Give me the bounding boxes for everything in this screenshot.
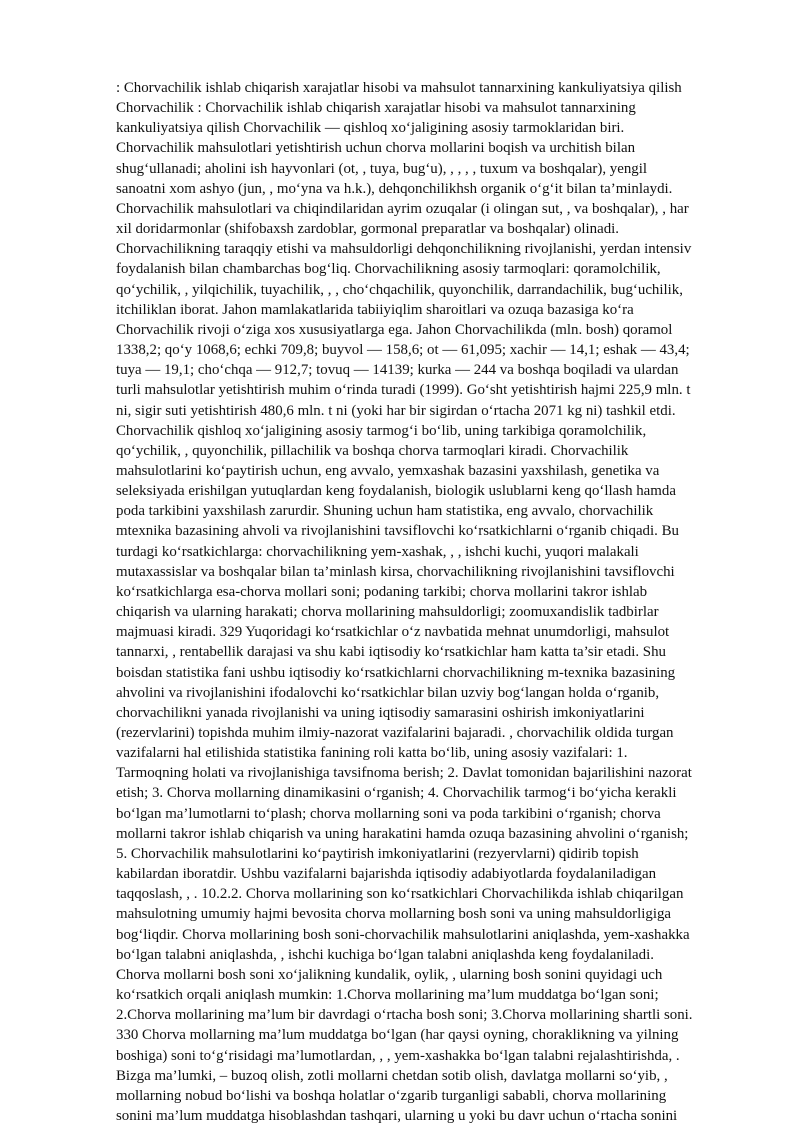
text-line: Chorvachilik mahsulotlari va chiqindilaridan ayrim ozuqalar (i olingan sut, , va boshqalar), , har: [116, 200, 689, 217]
text-line: qo‘ychilik, , yilqichilik, tuyachilik, , , cho‘chqachilik, quyonchilik, darrandachilik, bug‘uchilik,: [116, 281, 683, 298]
text-line: taqqoslash, , . 10.2.2. Chorva mollarining son ko‘rsatkichlari Chorvachilikda ishlab chiqarilgan: [116, 886, 684, 903]
text-line: tuya — 19,1; cho‘chqa — 912,7; tovuq — 14139; kurka — 244 va boshqa boqiladi va ulardan: [116, 362, 679, 379]
text-line: turdagi ko‘rsatkichlarga: chorvachilikning yem-xashak, , , ishchi kuchi, yuqori malakali: [116, 543, 639, 560]
text-line: vazifalarni hal etilishida statistika fanining roli katta bo‘lib, uning asosiy vazifalari: 1.: [116, 745, 628, 762]
text-line: sonini ma’lum muddatga hisoblashdan tashqari, ularning u yoki bu davr uchun o‘rtacha sonini: [116, 1107, 678, 1124]
text-line: ni, sigir suti yetishtirish 480,6 mln. t ni (yoki har bir sigirdan o‘rtacha 2071 kg ni) tashkil etdi.: [116, 402, 676, 419]
text-line: kabilardan iboratdir. Ushbu vazifalarni bajarishda iqtisodiy adabiyotlarda foydalaniladigan: [116, 866, 657, 883]
text-line: poda tarkibini yaxshilash zarurdir. Shuning uchun ham statistika, eng avvalo, chorvachilik: [116, 503, 654, 520]
text-line: Chorvachilik qishloq xo‘jaligining asosiy tarmog‘i bo‘lib, uning tarkibiga qoramolchilik,: [116, 422, 647, 439]
text-line: Chorvachilik mahsulotlari yetishtirish uchun chorva mollarini boqish va urchitish bilan: [116, 140, 636, 157]
text-line: kankuliyatsiya qilish Chorvachilik — qishloq xo‘jaligining asosiy tarmoklaridan biri.: [116, 120, 625, 137]
text-line: Bizga ma’lumki, – buzoq olish, zotli mollarni chetdan sotib olish, davlatga mollarni so‘yib, ,: [116, 1067, 668, 1084]
text-line: Chorvachilik rivoji o‘ziga xos xususiyatlarga ega. Jahon Chorvachilikda (mln. bosh) qoramol: [116, 321, 673, 338]
text-line: mollarni takror ishlab chiqarish va uning harakatini hamda ozuqa bazasining ahvolini o‘rganish;: [116, 825, 689, 842]
text-line: mahsulotlarini ko‘paytirish uchun, eng avvalo, yemxashak bazasini yaxshilash, genetika va: [116, 462, 660, 479]
text-line: bog‘liqdir. Chorva mollarining bosh soni-chorvachilik mahsulotlarini aniqlashda, yem-xashakka: [116, 926, 690, 943]
text-line: 330 Chorva mollarning ma’lum muddatga bo‘lgan (har qaysi oyning, choraklikning va yilning: [116, 1027, 679, 1044]
text-line: mollarning nobud bo‘lishi va boshqa holatlar o‘zgarib turganligi sababli, chorva mollarining: [116, 1087, 667, 1104]
text-line: 2.Chorva mollarining ma’lum bir davrdagi o‘rtacha bosh soni; 3.Chorva mollarining shartli soni.: [116, 1007, 693, 1024]
text-line: sanoatni xom ashyo (jun, , mo‘yna va h.k.), dehqonchilikhsh organik o‘g‘it bilan ta’minlaydi.: [116, 180, 673, 197]
text-line: turli mahsulotlar yetishtirish muhim o‘rinda turadi (1999). Go‘sht yetishtirish hajmi 225,9 mln. t: [116, 382, 691, 399]
text-line: bo‘lgan ma’lumotlarni to‘plash; chorva mollarning soni va poda tarkibini o‘rganish; chorva: [116, 805, 661, 822]
text-line: chiqarish va ularning harakati; chorva mollarining mahsuldorligi; zoomuxandislik tadbirlar: [116, 604, 659, 621]
text-line: mahsulotning umumiy hajmi bevosita chorva mollarning bosh soni va uning mahsuldorligiga: [116, 906, 672, 923]
text-line: etish; 3. Chorva mollarning dinamikasini o‘rganish; 4. Chorvachilik tarmog‘i bo‘yicha kerakli: [116, 785, 677, 802]
text-line: majmuasi kiradi. 329 Yuqoridagi ko‘rsatkichlar o‘z navbatida mehnat unumdorligi, mahsulot: [116, 624, 670, 641]
text-line: xil doridarmonlar (shifobaxsh zardoblar, gormonal preparatlar va boshqalar) olinadi.: [116, 221, 620, 238]
text-line: Chorva mollarni bosh soni xo‘jalikning kundalik, oylik, , ularning bosh sonini quyidagi uch: [116, 966, 663, 983]
text-line: bo‘lgan talabni aniqlashda, , ishchi kuchiga bo‘lgan talabni aniqlashda keng foydalaniladi.: [116, 946, 654, 963]
text-line: itchiliklan iborat. Jahon mamlakatlarida tabiiyiqlim sharoitlari va ozuqa bazasiga ko‘ra: [116, 301, 634, 318]
text-line: boisdan statistika fani ushbu iqtisodiy ko‘rsatkichlarni chorvachilikning m-texnika bazasining: [116, 664, 676, 681]
body-text: [116, 78, 746, 1126]
text-line: ahvolini va rivojlanishini ifodalovchi ko‘rsatkichlar bilan uzviy bog‘langan holda o‘rganib,: [116, 684, 660, 701]
text-line: 1338,2; qo‘y 1068,6; echki 709,8; buyvol — 158,6; ot — 61,095; xachir — 14,1; eshak — 43,4;: [116, 342, 690, 359]
text-line: qo‘ychilik, , quyonchilik, pillachilik va boshqa chorva tarmoqlari kiradi. Chorvachilik: [116, 442, 629, 459]
text-line: : Chorvachilik ishlab chiqarish xarajatlar hisobi va mahsulot tannarxining kankuliyatsiya qilish: [116, 80, 682, 96]
text-line: mutaxassislar va boshqalar bilan ta’minlash kirsa, chorvachilikning rivojlanishini tavsiflovchi: [116, 563, 675, 580]
text-line: 5. Chorvachilik mahsulotlarini ko‘paytirish imkoniyatlarini (rezyervlarni) qidirib topish: [116, 845, 639, 862]
text-line: boshiga) soni to‘g‘risidagi ma’lumotlardan, , , yem-xashakka bo‘lgan talabni rejalashtirishda, .: [116, 1047, 680, 1064]
text-line: tannarxi, , rentabellik darajasi va shu kabi iqtisodiy ko‘rsatkichlar ham katta ta’sir etadi. Shu: [116, 644, 666, 661]
text-line: foydalanish bilan chambarchas bog‘liq. Chorvachilikning asosiy tarmoqlari: qoramolchilik,: [116, 261, 661, 278]
text-line: Tarmoqning holati va rivojlanishiga tavsifnoma berish; 2. Davlat tomonidan bajarilishini nazorat: [116, 765, 692, 782]
text-line: ko‘rsatkichlarga esa-chorva mollari soni; podaning tarkibi; chorva mollarini takror ishlab: [116, 583, 648, 600]
text-line: Chorvachilikning taraqqiy etishi va mahsuldorligi dehqonchilikning rivojlanishi, yerdan intensiv: [116, 241, 692, 258]
text-line: seleksiyada erishilgan yutuqlardan keng foydalanish, biologik uslublarni keng qo‘llash hamda: [116, 483, 676, 500]
text-line: ko‘rsatkich orqali aniqlash mumkin: 1.Chorva mollarining ma’lum muddatga bo‘lgan soni;: [116, 987, 659, 1004]
text-line: Chorvachilik : Chorvachilik ishlab chiqarish xarajatlar hisobi va mahsulot tannarxining: [116, 100, 636, 117]
text-line: chorvachilikni yanada rivojlanishi va uning iqtisodiy samarasini oshirish imkoniyatlarini: [116, 704, 645, 721]
text-line: (rezervlarini) topishda muhim ilmiy-nazorat vazifalarini bajaradi. , chorvachilik oldida turgan: [116, 725, 674, 741]
text-line: shug‘ullanadi; aholini ish hayvonlari (ot, , tuya, bug‘u), , , , , tuxum va boshqalar), yengil: [116, 160, 648, 177]
text-line: mtexnika bazasining ahvoli va rivojlanishini tavsiflovchi ko‘rsatkichlarni o‘rganib chiqadi. Bu: [116, 523, 679, 540]
